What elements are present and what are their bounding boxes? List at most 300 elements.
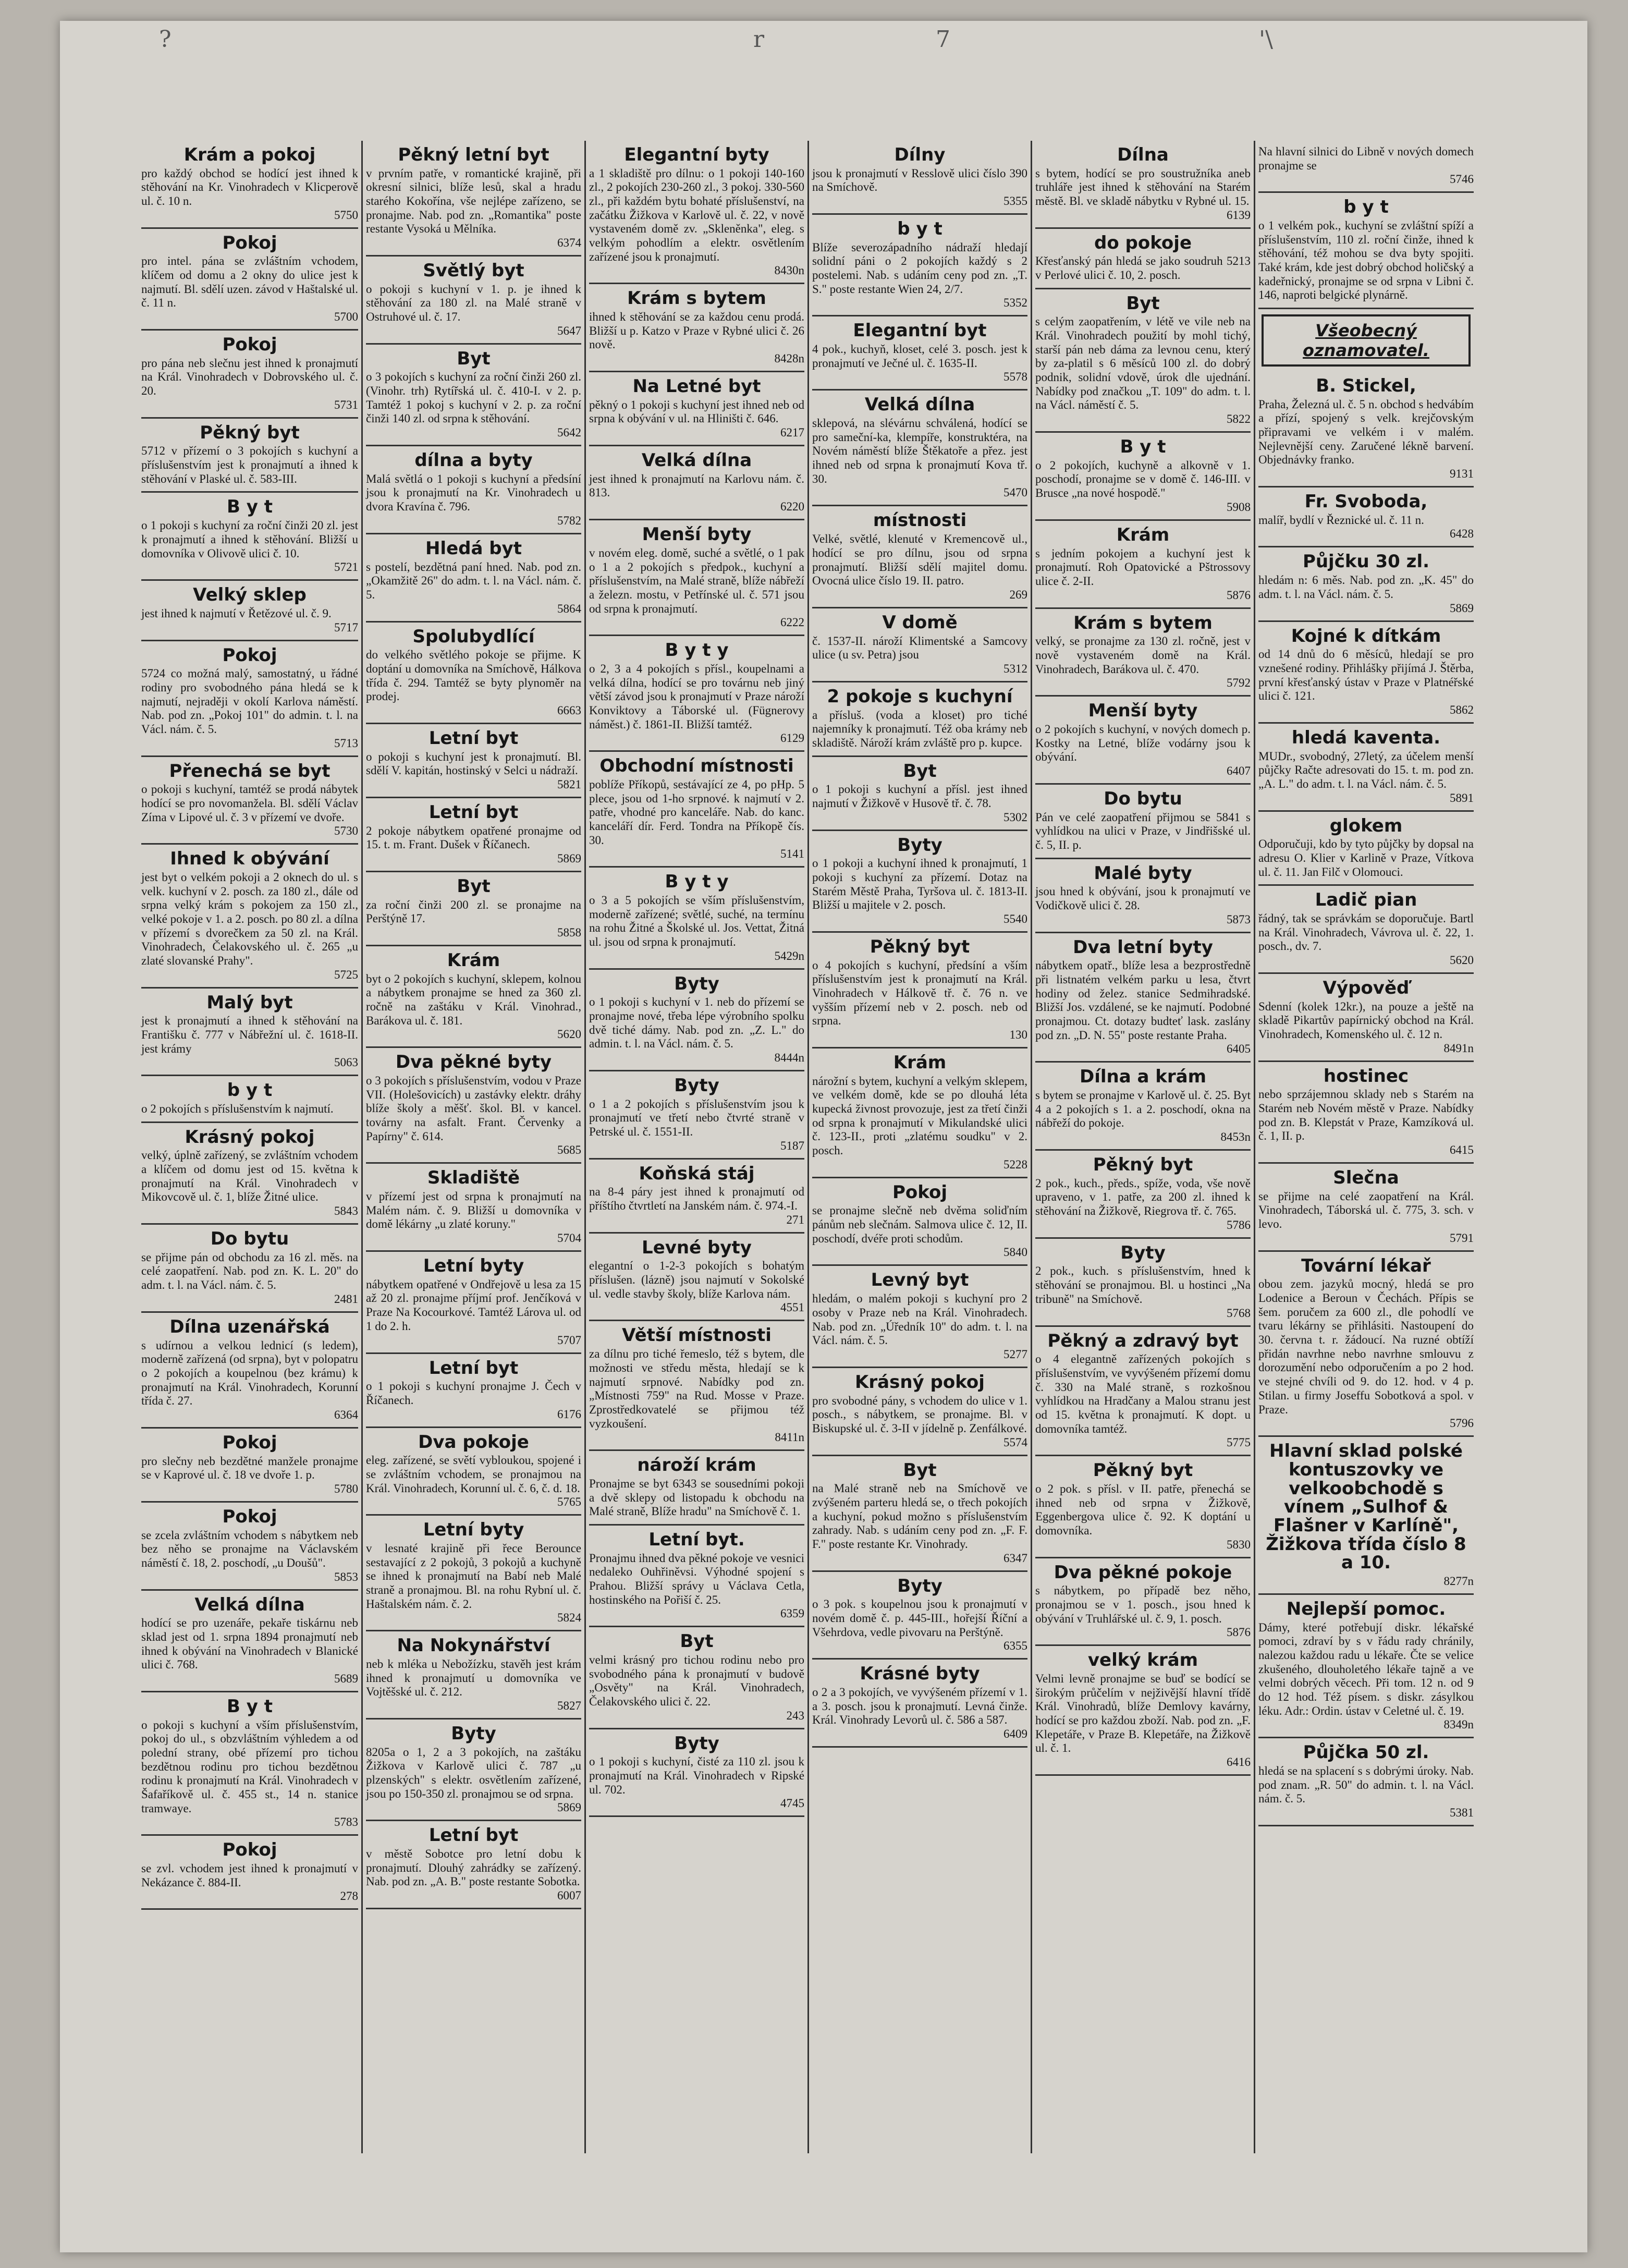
ad-heading: Půjčka 50 zl.: [1303, 1742, 1429, 1763]
classified-ad: [141, 493, 358, 581]
classified-ad: [812, 391, 1027, 506]
ad-text: 8205a o 1, 2 a 3 pokojích, na zaštáku Žižkova v Karlově ulici č. 787 „u plzenských" s elektr. osvětlením zařízené, jsou po 150-350 zl. pronajmou se od srpna.: [366, 1745, 581, 1800]
classified-ad: [141, 845, 358, 988]
ad-heading: Na Nokynářství: [397, 1635, 550, 1656]
ad-number: 6355: [1003, 1639, 1027, 1653]
ad-number: 8430n: [774, 264, 804, 277]
ad-number: 5876: [1227, 588, 1251, 602]
classified-ad: [1035, 1239, 1251, 1327]
ad-number: 269: [1009, 588, 1027, 601]
classified-ad: [1258, 1062, 1474, 1164]
ad-heading: Koňská stáj: [639, 1163, 755, 1184]
ad-heading: Byt: [903, 1459, 937, 1481]
ad-text: o 3 pokojích s kuchyní za roční činži 260 zl. (Vinohr. trh) Rytířská ul. č. 410-I. v 2. p. Tamtéž 1 pokoj s kuchyní v 2. p. za roční činži 140 zl. od srpna k stěhování.: [366, 370, 581, 425]
ad-text: o 1 pokoji a kuchyní ihned k pronajmutí, 1 pokoji s kuchyní za přízemí. Dotaz na Starém Městě Praha, Tyršova ul. č. 1813-II. Bližší u majitele v 2. posch.: [812, 857, 1027, 912]
classified-ad: [589, 284, 804, 372]
classified-ad: [1258, 1164, 1474, 1252]
ad-number: 4551: [780, 1301, 804, 1314]
classified-ad: [1035, 859, 1251, 933]
classified-ad: [812, 215, 1027, 316]
classified-ad: [812, 1660, 1027, 1748]
ad-heading: Pokoj: [222, 232, 277, 253]
classified-ad: [589, 1627, 804, 1729]
classified-ad: [141, 1076, 358, 1123]
ad-number: 8491n: [1443, 1041, 1474, 1055]
ad-number: 5063: [334, 1056, 358, 1069]
ad-heading: Světlý byt: [423, 260, 524, 282]
ad-text: za roční činži 200 zl. se pronajme na Perštýně 17.: [366, 898, 581, 925]
ad-number: 8428n: [774, 352, 804, 365]
ad-heading: Krám a pokoj: [183, 144, 316, 165]
ad-heading: Fr. Svoboda,: [1304, 491, 1428, 513]
ad-heading: Pěkný a zdravý byt: [1047, 1330, 1239, 1351]
ad-text: Sdenní (kolek 12kr.), na pouze a ještě na skladě Pikartův papírnický obchod na Král. Vinohradech, Komenského ul. č. 12 n.: [1258, 999, 1474, 1041]
ad-heading: Pěkný byt: [1093, 1460, 1193, 1481]
ad-heading: Do bytu: [1104, 788, 1182, 809]
ad-text: a 1 skladiště pro dílnu: o 1 pokoji 140-160 zl., 2 pokojích 230-260 zl., 3 pokoj. 330-560 zl., při každém bytu bohaté příslušenství, na začátku Žižkova v Karlově ul. č. 22, v nově vystaveném domě zv. „Skleněnka", eleg. s velkým pohodlím a elektr. osvětlením zařízené jsou k pronajmutí.: [589, 166, 804, 263]
ad-text: o 1 pokoji s kuchyní pronajme J. Čech v Říčanech.: [366, 1380, 581, 1407]
ad-heading: Hledá byt: [425, 538, 522, 559]
ad-heading: Byt: [457, 348, 491, 369]
classified-ad: [812, 1368, 1027, 1456]
ad-heading: Byt: [680, 1631, 714, 1652]
classified-ad: [1258, 1738, 1474, 1826]
classified-ad: [141, 331, 358, 419]
classified-ad: [812, 1048, 1027, 1178]
ad-number: 5780: [334, 1482, 358, 1495]
ad-number: 8277n: [1443, 1574, 1474, 1588]
ad-text: na Malé straně neb na Smíchově ve zvýšeném parteru hledá se, o třech pokojích a kuchyní, pokud možno s příslušenstvím zahrady. Nab. s udáním ceny pod zn. „F. F. F." poste restante Kr. Vinohrady.: [812, 1482, 1027, 1551]
classified-ad: [812, 1456, 1027, 1572]
ad-heading: Skladiště: [427, 1167, 520, 1189]
ad-text: Pán ve celé zaopatření přijmou se 5841 s vyhlídkou na ulici v Praze, v Jindřišské ul. č. 5, II. p.: [1035, 810, 1251, 851]
ad-number: 5822: [1227, 412, 1251, 426]
ad-text: o 3 pok. s koupelnou jsou k pronajmutí v novém domě č. p. 445-III., hořejší Říční a Všehrdova, vedle pivovaru na Perštýně.: [812, 1598, 1027, 1639]
ad-heading: Malé byty: [1094, 862, 1192, 884]
ad-column-3: [584, 141, 807, 2153]
ad-number: 6222: [780, 616, 804, 629]
ad-heading: Krám s bytem: [1073, 612, 1213, 633]
classified-ad: [589, 1234, 804, 1322]
ad-column-6: [1254, 141, 1477, 2153]
ad-heading: Do bytu: [210, 1228, 289, 1250]
ad-heading: B y t y: [665, 640, 729, 661]
ad-text: poblíže Příkopů, sestávající ze 4, po pHp. 5 plece, jsou od 1-ho srpnové. k najmutí v 2. patře, vhodné pro kanceláře. Nab. do kanc. kanceláří dír. Ferd. Tondra na Příkopě čís. 30.: [589, 777, 804, 847]
ad-heading: Byty: [897, 1575, 942, 1596]
classified-ad: [589, 372, 804, 446]
ad-number: 5730: [334, 824, 358, 838]
ad-heading: Byty: [674, 1733, 719, 1754]
ad-number: 5302: [1003, 810, 1027, 824]
ad-text: MUDr., svobodný, 27letý, za účelem menší půjčky Račte adresovati do 15. t. m. pod zn. „A. L." do adm. t. l. na Václ. nám. č. 5.: [1258, 749, 1474, 790]
ad-text: Blíže severozápadního nádraží hledají solidní páni o 2 pokojích každý s 2 postelemi. Nab. s udáním ceny pod zn. „T. S." poste restante Wien 24, 2/7.: [812, 240, 1027, 296]
ad-number: 6407: [1227, 764, 1251, 777]
classified-ad: [1258, 1252, 1474, 1437]
ad-number: 5796: [1450, 1417, 1474, 1430]
ad-text: o 4 pokojích s kuchyní, předsíní a vším příslušenstvím jest k pronajmutí na Král. Vinohradech v Hálkově tř. č. 76 n. ve vyšším přízemí neb v 2. posch. neb od srpna.: [812, 958, 1027, 1028]
ad-heading: Letní byt: [429, 801, 519, 823]
classified-ad: [141, 1591, 358, 1692]
classified-ad: [141, 229, 358, 331]
ad-text: o 1 pokoji s kuchyní v 1. neb do přízemí se pronajme nové, třeba lépe výrobního spolku dvě tiché dámy. Nab. pod zn. „Z. L." do admin. t. l. na Václ. nám. č. 5.: [589, 995, 804, 1051]
ad-number: 5869: [1450, 601, 1474, 615]
ad-text: nábytkem opatř., blíže lesa a bezprostředně při listnatém velkém parku u lesa, čtvrt hodiny od želez. stanice Sedmihradské. Bližší Jos. vzdálené, se ke najmutí. Podobné pronajmou. Ct. dotazy budteť lask. zaslány pod zn. „D. N. 55" poste restante Praha.: [1035, 959, 1251, 1042]
classified-ad: [589, 1321, 804, 1451]
ad-number: 6217: [780, 426, 804, 440]
classified-ad: [589, 141, 804, 284]
ad-heading: Dva pěkné pokoje: [1054, 1562, 1232, 1583]
ad-heading: Půjčku 30 zl.: [1302, 551, 1430, 572]
ad-number: 5620: [557, 1028, 581, 1041]
classified-ad: [589, 1160, 804, 1234]
ad-heading: b y t: [897, 218, 942, 240]
ad-number: 5355: [1003, 194, 1027, 208]
ad-number: 5721: [334, 560, 358, 574]
ad-number: 5783: [334, 1815, 358, 1829]
classified-ad: [812, 933, 1027, 1048]
ad-text: Pronajme se byt 6343 se sousedními pokoji a dvě sklepy od listopadu k obchodu na Malé straně, Blíže hradu" na Smíchově č. 1.: [589, 1477, 804, 1518]
ad-heading: Letní byt.: [648, 1529, 745, 1550]
ad-text: hodící se pro uzenáře, pekaře tiskárnu neb sklad jest od 1. srpna 1894 pronajmutí neb ihned k obývání na Vinohradech v Blanické ulici č. 768.: [141, 1616, 358, 1672]
ad-text: do velkého světlého pokoje se přijme. K doptání u domovníka na Smíchově, Hálkova třída č. 294. Tamtéž se byty plynoměr na prodej.: [366, 648, 581, 703]
ad-heading: Elegantní byt: [853, 320, 987, 342]
ad-text: v prvním patře, v romantické krajině, při okresní silnici, blíže lesů, skal a hradu starého Kokořína, vše nejlépe zařízeno, se pronajme. Nab. pod zn. „Romantika" poste restante Vysoká u Mělníka.: [366, 166, 581, 236]
ad-number: 5429n: [774, 949, 804, 962]
ad-heading: dílna a byty: [414, 450, 533, 471]
ad-number: 5768: [1227, 1306, 1251, 1320]
classified-ad: [1035, 141, 1251, 229]
ad-heading: hostinec: [1323, 1065, 1409, 1087]
ad-text: o 2 pokojích s kuchyní, v nových domech p. Kostky na Letné, blíže vodárny jsou k obývání.: [1035, 722, 1251, 764]
ad-text: s postelí, bezdětná paní hned. Nab. pod zn. „Okamžitě 26" do adm. t. l. na Václ. nám. č. 5.: [366, 560, 581, 601]
ad-number: 6415: [1450, 1143, 1474, 1157]
ad-heading: Byt: [1126, 292, 1160, 314]
ad-number: 5228: [1003, 1157, 1027, 1171]
ad-number: 5470: [1003, 486, 1027, 499]
ad-text: 5712 v přízemí o 3 pokojích s kuchyní a příslušenstvím jest k pronajmutí a ihned k stěhování v Plaské ul. č. 583-III.: [141, 444, 358, 485]
ad-column-2: [361, 141, 584, 2153]
ad-number: 5642: [557, 426, 581, 440]
ad-text: od 14 dnů do 6 měsíců, hledají se pro vznešené rodiny. Přihlášky přijímá J. Štěrba, první křesťanský ústav v Praze v Platnéřské ulici č. 121.: [1258, 648, 1474, 703]
ad-text: v přízemí jest od srpna k pronajmutí na Malém nám. č. 9. Bližší u domovníka v domě lékárny „u zlaté koruny.": [366, 1190, 581, 1231]
ad-text: o 1 pokoji s kuchyní a přísl. jest ihned najmutí v Žižkově v Husově tř. č. 78.: [812, 783, 1027, 810]
ad-text: o 1 a 2 pokojích s příslušenstvím jsou k pronajmutí ve třetí nebo čtvrté straně v Petrské ul. č. 1551-II.: [589, 1097, 804, 1139]
classified-ad: [812, 757, 1027, 831]
classified-ad: [812, 506, 1027, 608]
classified-ad: [812, 1572, 1027, 1660]
ad-number: 6405: [1227, 1042, 1251, 1056]
ad-heading: B. Stickel,: [1316, 375, 1416, 397]
ad-number: 5620: [1450, 953, 1474, 967]
classified-ad: [1258, 547, 1474, 621]
ad-text: velký, úplně zařízený, se zvláštním vchodem a klíčem od domu jest od 15. května k pronajmutí na Král. Vinohradech v Mikovcově ul. č. 1, blíže Žitné ulice.: [141, 1149, 358, 1204]
ad-number: 5830: [1227, 1538, 1251, 1551]
classified-ad: [589, 970, 804, 1071]
ad-heading: Velká dílna: [864, 394, 975, 416]
ad-text: 2 pokoje nábytkem opatřené pronajme od 15. t. m. Frant. Dušek v Říčanech.: [366, 824, 581, 851]
ad-text: pěkný o 1 pokoji s kuchyní jest ihned neb od srpna k obývání v ul. na Hliništi č. 646.: [589, 398, 804, 425]
classified-ad: [141, 1225, 358, 1313]
ad-text: na 8-4 páry jest ihned k pronajmutí od příštího čtvrtletí na Janském nám. č. 974.-I.: [589, 1185, 804, 1213]
classified-ad: [366, 345, 581, 446]
ad-number: 2481: [334, 1292, 358, 1306]
classified-ad: [141, 641, 358, 757]
ad-heading: Elegantní byty: [624, 144, 769, 165]
ad-heading: Pokoj: [222, 334, 277, 356]
classified-ad: [812, 608, 1027, 682]
ad-heading: Dílna a krám: [1079, 1066, 1207, 1088]
ad-number: 8411n: [775, 1431, 804, 1444]
ad-column-4: [807, 141, 1031, 2153]
ad-heading: Pokoj: [222, 1839, 277, 1861]
classified-ad: [812, 1178, 1027, 1266]
ad-number: 6416: [1227, 1755, 1251, 1769]
classified-ad: [366, 141, 581, 257]
classified-ad: [141, 989, 358, 1077]
ad-text: se přijme na celé zaopatření na Král. Vinohradech, Táborská ul. č. 775, 3. sch. v levo.: [1258, 1189, 1474, 1231]
ad-heading: Ihned k obývání: [170, 848, 329, 870]
ad-heading: Pokoj: [222, 644, 277, 666]
ad-heading: B y t: [226, 1696, 273, 1717]
classified-ad: [1258, 372, 1474, 487]
classified-ad: [812, 682, 1027, 757]
classified-ad: [1035, 1063, 1251, 1151]
ad-text: o 2 pok. s přísl. v II. patře, přenechá se ihned neb od srpna v Žižkově, Eggenbergova ulice č. 92. K doptání u domovníka.: [1035, 1482, 1251, 1537]
ad-number: 5876: [1227, 1626, 1251, 1639]
ad-number: 5352: [1003, 296, 1027, 310]
ad-heading: b y t: [1343, 197, 1389, 218]
ad-number: 6359: [780, 1607, 804, 1620]
ad-text: jsou hned k obývání, jsou k pronajmutí ve Vodičkově ulici č. 28.: [1035, 885, 1251, 912]
ad-number: 6220: [780, 500, 804, 514]
ad-number: 5908: [1227, 500, 1251, 514]
classified-ad: [589, 446, 804, 520]
ad-text: o pokoji s kuchyní, tamtéž se prodá nábytek hodící se pro novomanžela. Bl. sdělí Václav Zíma v Lipové ul. č. 3 v přízemí ve dvoře.: [141, 783, 358, 824]
ad-text: o 2 pokojích, kuchyně a alkovně v 1. poschodí, pronajme se v domě č. 146-III. v Brusce „na nové hospodě.": [1035, 458, 1251, 500]
newspaper-page: [60, 21, 1587, 2252]
classified-ad: [141, 1313, 358, 1429]
ad-heading: Slečna: [1333, 1167, 1399, 1189]
ad-number: 5853: [334, 1570, 358, 1583]
ad-number: 5891: [1450, 791, 1474, 804]
classified-ad: [1035, 433, 1251, 521]
ad-number: 8453n: [1220, 1130, 1251, 1144]
ad-heading: Byty: [451, 1723, 496, 1744]
classified-ad: [589, 752, 804, 868]
page-mark-right: '\: [1259, 26, 1273, 53]
ad-number: 130: [1009, 1028, 1027, 1042]
ad-text: velký, se pronajme za 130 zl. ročně, jest v nově vystaveném domě na Král. Vinohradech, Barákova ul. č. 470.: [1035, 635, 1251, 676]
ad-heading: Kojné k dítkám: [1291, 625, 1441, 647]
ad-number: 5381: [1450, 1806, 1474, 1820]
ad-text: jest ihned k najmutí v Řetězové ul. č. 9.: [141, 606, 332, 620]
ad-number: 5786: [1227, 1218, 1251, 1231]
ad-heading: hledá kaventa.: [1291, 727, 1441, 748]
ad-text: Praha, Železná ul. č. 5 n. obchod s hedvábím a přízí, spojený s velk. krejčovským připravami ve velkém i v malém. Nejlevnější ceny. Zaručené lékně barvení. Objednávky franko.: [1258, 397, 1474, 467]
classified-ad: [1258, 1595, 1474, 1738]
ad-number: 6007: [557, 1889, 581, 1903]
classified-ad: [366, 1428, 581, 1516]
ad-heading: b y t: [227, 1080, 273, 1101]
classified-ad: [1035, 785, 1251, 859]
ad-number: 6428: [1450, 527, 1474, 541]
ad-text: nebo sprzájemnou sklady neb s Starém na Starém neb Novém městě v Praze. Nabídky pod zn. B. Klepstát v Praze, Kamzíková ul. č. 1, II. p.: [1258, 1088, 1474, 1143]
ad-text: pro každý obchod se hodící jest ihned k stěhování na Kr. Vinohradech v Klicperově ul. č. 10 n.: [141, 166, 358, 208]
ad-heading: Dva pokoje: [418, 1431, 529, 1453]
ad-text: nárožní s bytem, kuchyní a velkým sklepem, ve velkém domě, kde se po dlouhá léta kupecká živnost provozuje, jest za třetí činži od srpna k pronajmutí v Mikulandské ulici č. 123-II., proti „zlatému soudku" v 2. posch.: [812, 1074, 1027, 1157]
ad-text: se zvl. vchodem jest ihned k pronajmutí v Nekázance č. 884-II.: [141, 1862, 358, 1889]
classified-ad: [366, 798, 581, 872]
classified-ad: [366, 1516, 581, 1631]
ad-heading: místnosti: [873, 510, 967, 531]
ad-text: sklepová, na slévárnu schválená, hodící se pro sameční-ka, klempíře, konstruktéra, na Novém náměstí blíže Štěkatoře a přez. jest ihned neb od srpna k pronajmutí Kova tř. 30.: [812, 417, 1027, 485]
classified-ad: [812, 831, 1027, 933]
page-mark-left: ?: [159, 26, 172, 53]
ad-text: 2 pok., kuch. s příslušenstvím, hned k stěhování se pronajmou. Bl. u hostinci „Na tribuně" na Smíchově.: [1035, 1264, 1251, 1306]
classified-ad: [366, 1631, 581, 1720]
ad-heading: Větší místnosti: [622, 1325, 772, 1346]
ad-text: s jedním pokojem a kuchyní jest k pronajmutí. Roh Opatovické a Pštrossovy ulice č. 2-II.: [1035, 546, 1251, 588]
ad-number: 6129: [780, 731, 804, 745]
ad-number: 278: [340, 1889, 358, 1903]
ad-heading: B y t: [226, 496, 273, 518]
ad-heading: Levné byty: [642, 1237, 752, 1258]
classified-ad: [1035, 1151, 1251, 1239]
ad-text: byt o 2 pokojích s kuchyní, sklepem, kolnou a nábytkem pronajme se hned za 360 zl. ročně na zaštáku v Král. Vinohrad., Barákova ul. č. 181.: [366, 972, 581, 1027]
ad-text: pro slečny neb bezdětné manžele pronajme se v Kaprové ul. č. 18 ve dvoře 1. p.: [141, 1454, 358, 1482]
ad-number: 271: [786, 1213, 804, 1226]
classified-ad: [141, 1836, 358, 1910]
ad-number: 5277: [1003, 1347, 1027, 1361]
ad-number: 5689: [334, 1672, 358, 1685]
ad-text: se přijme pán od obchodu za 16 zl. měs. na celé zaopatření. Nab. pod zn. K. L. 20" do adm. t. l. na Václ. nám. č. 5.: [141, 1250, 358, 1292]
ad-heading: Krám: [447, 950, 500, 971]
classified-ad: [366, 534, 581, 623]
ad-number: 5782: [557, 514, 581, 527]
ad-text: jsou k pronajmutí v Resslově ulici číslo 390 na Smíchově.: [812, 166, 1027, 194]
ad-number: 5873: [1227, 912, 1251, 926]
classified-ad: [366, 1821, 581, 1909]
ad-heading: Krám: [893, 1052, 947, 1074]
ad-text: v lesnaté krajině při řece Berounce sestavající z 2 pokojů, 3 pokojů a kuchyně se ihned k pronajmutí na Babí neb Malé straně a pronajmou. Bl. na rohu Rybní ul. č. Haštalském nám. č. 2.: [366, 1541, 581, 1611]
ad-number: 5713: [334, 736, 358, 750]
ad-heading: Byt: [457, 875, 491, 897]
ad-text: pro svobodné pány, s vchodem do ulice v 1. posch., s nábytkem, se pronajme. Bl. v Biskupské ul. č. 3-II v jídelně p. Zenfálkové.: [812, 1394, 1027, 1435]
ad-heading: Pěkný byt: [200, 422, 300, 443]
ad-number: 6347: [1003, 1551, 1027, 1565]
ad-number: 5750: [334, 208, 358, 222]
ad-heading: Ladič pian: [1315, 889, 1417, 911]
ad-heading: Dílny: [894, 144, 946, 165]
ad-text: hledá se na splacení s s dobrými úroky. Nab. pod znam. „R. 50" do admin. t. l. na Václ. nám. č. 5.: [1258, 1764, 1474, 1806]
ad-heading: Krásné byty: [860, 1663, 980, 1685]
ad-text: 4 pok., kuchyň, kloset, celé 3. posch. jest k pronajmutí ve Ječné ul. č. 1635-II.: [812, 343, 1027, 370]
ad-heading: Pěkný letní byt: [398, 144, 549, 165]
ad-number: 5858: [557, 926, 581, 939]
ad-heading: Krásný pokoj: [855, 1371, 985, 1393]
ad-text: o 2 a 3 pokojích, ve vyvýšeném přízemí v 1. a 3. posch. jsou k pronajmutí. Levná činže. Král. Vinohrady Levorů ul. č. 586 a 587.: [812, 1685, 1027, 1727]
ad-text: Velké, světlé, klenuté v Kremencově ul., hodící se pro dílnu, jsou od srpna pronajmutí. Bližší sdělí majitel domu. Ovocná ulice číslo 19. II. patro.: [812, 532, 1027, 588]
ad-heading: Krám s bytem: [627, 288, 766, 309]
ad-number: 5775: [1227, 1436, 1251, 1449]
ad-heading: Pěkný byt: [1093, 1154, 1193, 1176]
classified-ad: [1035, 289, 1251, 433]
ad-text: Malá světlá o 1 pokoji s kuchyní a předsíní jsou k pronajmutí na Kr. Vinohradech u dvora Kravína č. 796.: [366, 472, 581, 514]
classified-ad: [589, 1526, 804, 1627]
classified-ad: [589, 868, 804, 969]
ad-heading: Pokoj: [892, 1181, 947, 1203]
ad-number: 5574: [1003, 1435, 1027, 1449]
page-mark-mid1: r: [753, 26, 765, 53]
ad-text: 5724 co možná malý, samostatný, u řádné rodiny pro svobodného pána hledá se k najmutí, nejraději v okolí Karlova náměstí. Nab. pod zn. „Pokoj 101" do admin. t. l. na Václ. nám. č. 5.: [141, 667, 358, 736]
ad-heading: 2 pokoje s kuchyní: [827, 686, 1013, 707]
ad-heading: Malý byt: [206, 992, 293, 1013]
ad-text: o 3 pokojích s příslušenstvím, vodou v Praze VII. (Holešovicích) u zastávky elektr. dráhy blíže školy a měšť. škol. Bl. v kancel. továrny na asfalt. Frant. Červenky a Papírny" č. 614.: [366, 1074, 581, 1143]
ad-number: 5540: [1003, 912, 1027, 925]
ad-heading: do pokoje: [1094, 232, 1192, 253]
ad-number: 6374: [557, 236, 581, 250]
classified-ad: [141, 1429, 358, 1503]
ad-text: řádný, tak se správkám se doporučuje. Bartl na Král. Vinohradech, Vávrova ul. č. 22, 1. posch., dv. 7.: [1258, 911, 1474, 953]
classified-ad: [1258, 1437, 1474, 1595]
classified-ad: [366, 1048, 581, 1164]
ad-text: velmi krásný pro tichou rodinu nebo pro svobodného pána k pronajmutí v budově „Osvěty" na Král. Vinohradech, Čelakovského ulici č. 22.: [589, 1653, 804, 1708]
ad-heading: Levný byt: [871, 1270, 969, 1291]
ad-heading: Letní byt: [429, 1825, 519, 1846]
ad-text: Na hlavní silnici do Libně v nových domech pronajme se: [1258, 145, 1474, 172]
ad-number: 5827: [557, 1699, 581, 1712]
ad-heading: Dílna uzenářská: [169, 1316, 330, 1337]
ad-text: v městě Sobotce pro letní dobu k pronajmutí. Dlouhý zahrádky se zařízený. Nab. pod zn. „A. B." poste restante Sobotka.: [366, 1847, 581, 1888]
ad-heading: Nejlepší pomoc.: [1286, 1598, 1446, 1619]
ad-heading: Dílna: [1117, 144, 1169, 165]
ad-heading: V domě: [882, 612, 958, 633]
ad-number: 5869: [557, 851, 581, 865]
classified-ad: [1035, 609, 1251, 697]
classified-ad: [1035, 521, 1251, 609]
ad-number: 5731: [334, 398, 358, 411]
ad-column-5: [1031, 141, 1254, 2153]
ad-heading: Letní byt: [429, 1357, 519, 1379]
ad-text: Pronajmu ihned dva pěkné pokoje ve vesnici nedaleko Ouhřiněvsi. Výhodné spojení s Prahou. Bližší správy u Václava Cetla, hostinského na Pořiší č. 25.: [589, 1551, 804, 1606]
ad-text: se pronajme slečně neb dvěma soliďním pánům neb slečnám. Salmova ulice č. 12, II. poschodí, dvéře proti schodům.: [812, 1204, 1027, 1245]
ad-text: jest ihned k pronajmutí na Karlovu nám. č. 813.: [589, 472, 804, 499]
ad-number: 5840: [1003, 1246, 1027, 1259]
page-mark-mid2: 7: [936, 26, 950, 53]
ad-heading: Letní byty: [423, 1255, 524, 1277]
ad-text: o 3 a 5 pokojích se vším příslušenstvím, moderně zařízené; světlé, suché, na termínu na rohu Žitné a Školské ul. Jos. Vettat, Žitná ul. jsou od srpna k pronajmutí.: [589, 893, 804, 948]
ad-number: 6364: [334, 1408, 358, 1421]
classified-ad: [366, 1164, 581, 1252]
ad-text: 2 pok., kuch., předs., spíže, voda, vše nově upraveno, v 1. patře, za 200 zl. ihned k stěhování na Žižkově, Riegrova tř. č. 765.: [1035, 1176, 1251, 1218]
ad-text: Odporučuji, kdo by tyto půjčky by dopsal na adresu O. Klier v Karlině v Praze, Vítkova ul. č. 11. Jan Filč v Olomouci.: [1258, 837, 1474, 879]
classified-ad: [1035, 229, 1251, 289]
classified-ad: [1035, 1558, 1251, 1647]
ad-heading: Byt: [903, 760, 937, 782]
ad-number: 8349n: [1443, 1718, 1474, 1732]
ad-number: 5791: [1450, 1231, 1474, 1245]
ad-text: nábytkem opatřené v Ondřejově u lesa za 15 až 20 zl. pronajme příjmí prof. Jenčíková v Praze Na Kocourkové. Tamtéž Lárova ul. od 1 do 2. h.: [366, 1277, 581, 1333]
classified-ad: [366, 1720, 581, 1821]
ad-text: jest k pronajmutí a ihned k stěhování na Františku č. 777 v Nábřežní ul. č. 1618-II. jest krámy: [141, 1014, 358, 1055]
ad-text: Velmi levně pronajme se buď se bodící se širokým průčelím v nejživější hlavní třídě Král. Vinohradů, blíže Demlovy kavárny, hodící se pro každou zboží. Nab. pod zn. „F. Klepetáře, v Praze B. Klepetáře, na Žižkově ul. č. 1.: [1035, 1672, 1251, 1755]
ad-heading: Menší byty: [642, 524, 752, 545]
classified-ad: [141, 757, 358, 845]
ad-text: se zcela zvláštním vchodem s nábytkem neb bez něho se pronajme na Václavském náměstí č. 18, 2. poschodí, „u Doušů".: [141, 1528, 358, 1569]
ad-number: 5647: [557, 324, 581, 337]
ad-heading: Velká dílna: [194, 1594, 305, 1615]
classified-ad: [366, 257, 581, 345]
